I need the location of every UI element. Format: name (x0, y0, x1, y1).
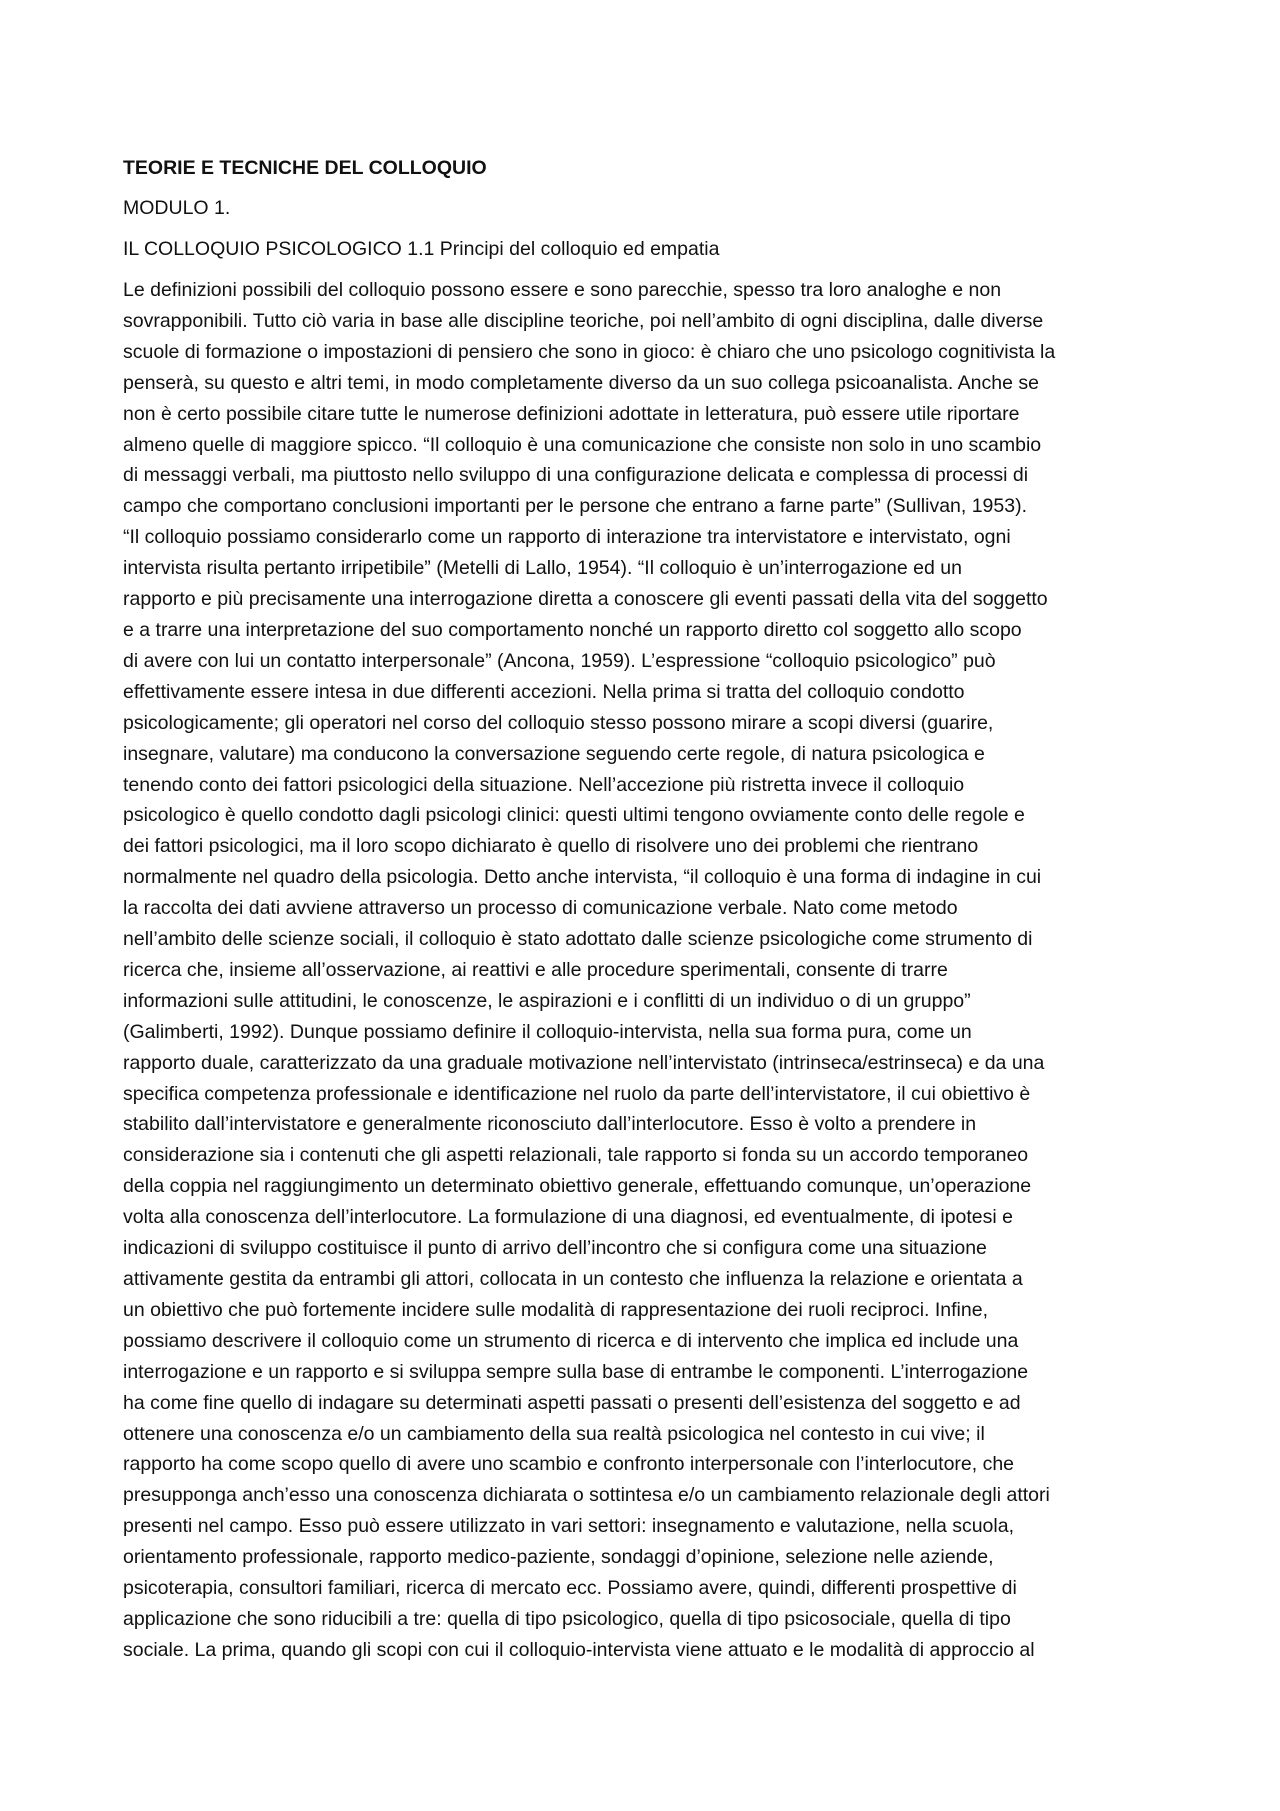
paragraph-line: penserà, su questo e altri temi, in modo completamente diverso da un suo collega psicoanalista. Anche se (123, 371, 1039, 394)
paragraph-line: psicologico è quello condotto dagli psicologi clinici: questi ultimi tengono ovviamente conto delle regole e (123, 804, 1025, 827)
paragraph-line: un obiettivo che può fortemente incidere sulle modalità di rappresentazione dei ruoli reciproci. Infine, (123, 1298, 988, 1321)
paragraph-line: psicologicamente; gli operatori nel corso del colloquio stesso possono mirare a scopi diversi (guarire, (123, 711, 994, 734)
paragraph-line: (Galimberti, 1992). Dunque possiamo definire il colloquio-intervista, nella sua forma pura, come un (123, 1020, 972, 1043)
paragraph-line: informazioni sulle attitudini, le conoscenze, le aspirazioni e i conflitti di un individuo o di un gruppo” (123, 989, 971, 1012)
paragraph-line: ricerca che, insieme all’osservazione, ai reattivi e alle procedure sperimentali, consente di trarre (123, 958, 948, 981)
document-content (123, 153, 1163, 1666)
paragraph-line: ottenere una conoscenza e/o un cambiamento della sua realtà psicologica nel contesto in cui vive; il (123, 1422, 985, 1445)
paragraph-line: e a trarre una interpretazione del suo comportamento nonché un rapporto diretto col soggetto allo scopo (123, 618, 1022, 641)
paragraph-line: presupponga anch’esso una conoscenza dichiarata o sottintesa e/o un cambiamento relazionale degli attori (123, 1484, 1050, 1507)
paragraph-line: considerazione sia i contenuti che gli aspetti relazionali, tale rapporto si fonda su un accordo temporaneo (123, 1144, 1029, 1167)
paragraph-line: di avere con lui un contatto interpersonale” (Ancona, 1959). L’espressione “colloquio psicologico” può (123, 649, 996, 672)
paragraph-line: nell’ambito delle scienze sociali, il colloquio è stato adottato dalle scienze psicologiche come strumento di (123, 928, 1033, 951)
paragraph-line: psicoterapia, consultori familiari, ricerca di mercato ecc. Possiamo avere, quindi, differenti prospettive di (123, 1577, 1017, 1600)
paragraph-line: della coppia nel raggiungimento un determinato obiettivo generale, effettuando comunque, un’operazione (123, 1175, 1032, 1198)
paragraph-line: non è certo possibile citare tutte le numerose definizioni adottate in letteratura, può essere utile riportare (123, 402, 1020, 425)
paragraph-line: rapporto ha come scopo quello di avere uno scambio e confronto interpersonale con l’interlocutore, che (123, 1453, 1015, 1476)
paragraph-line: possiamo descrivere il colloquio come un strumento di ricerca e di intervento che implica ed include una (123, 1329, 1019, 1352)
paragraph-line: “Il colloquio possiamo considerarlo come un rapporto di interazione tra intervistatore e intervistato, ogni (123, 526, 1011, 549)
paragraph-line: presenti nel campo. Esso può essere utilizzato in vari settori: insegnamento e valutazione, nella scuola, (123, 1515, 1014, 1538)
paragraph-line: intervista risulta pertanto irripetibile” (Metelli di Lallo, 1954). “Il colloquio è un’interrogazione ed un (123, 557, 962, 580)
paragraph-line: sovrapponibili. Tutto ciò varia in base alle discipline teoriche, poi nell’ambito di ogni disciplina, dalle diverse (123, 309, 1044, 332)
module-heading: MODULO 1. (123, 197, 231, 219)
document-title: TEORIE E TECNICHE DEL COLLOQUIO (123, 157, 487, 179)
paragraph-line: applicazione che sono riducibili a tre: quella di tipo psicologico, quella di tipo psicosociale, quella di tipo (123, 1607, 1011, 1630)
paragraph-line: volta alla conoscenza dell’interlocutore. La formulazione di una diagnosi, ed eventualmente, di ipotesi e (123, 1206, 1013, 1229)
paragraph-line: normalmente nel quadro della psicologia. Detto anche intervista, “il colloquio è una forma di indagine in cui (123, 866, 1042, 889)
paragraph-line: ha come fine quello di indagare su determinati aspetti passati o presenti dell’esistenza del soggetto e ad (123, 1391, 1021, 1414)
paragraph-line: sociale. La prima, quando gli scopi con cui il colloquio-intervista viene attuato e le modalità di approccio al (123, 1638, 1035, 1661)
paragraph-line: scuole di formazione o impostazioni di pensiero che sono in gioco: è chiaro che uno psicologo cognitivista la (123, 340, 1056, 363)
paragraph-line: tenendo conto dei fattori psicologici della situazione. Nell’accezione più ristretta invece il colloquio (123, 773, 965, 796)
paragraph-line: almeno quelle di maggiore spicco. “Il colloquio è una comunicazione che consiste non solo in uno scambio (123, 433, 1042, 456)
paragraph-line: indicazioni di sviluppo costituisce il punto di arrivo dell’incontro che si configura come una situazione (123, 1237, 987, 1260)
paragraph-line: stabilito dall’intervistatore e generalmente riconosciuto dall’interlocutore. Esso è volto a prendere in (123, 1113, 977, 1136)
paragraph-line: dei fattori psicologici, ma il loro scopo dichiarato è quello di risolvere uno dei problemi che rientrano (123, 835, 979, 858)
paragraph-line: la raccolta dei dati avviene attraverso un processo di comunicazione verbale. Nato come metodo (123, 897, 958, 920)
paragraph-line: attivamente gestita da entrambi gli attori, collocata in un contesto che influenza la relazione e orientata a (123, 1268, 1023, 1290)
paragraph-line: insegnare, valutare) ma conducono la conversazione seguendo certe regole, di natura psicologica e (123, 742, 985, 765)
paragraph-line: interrogazione e un rapporto e si sviluppa sempre sulla base di entrambe le componenti. L’interrogazione (123, 1360, 1029, 1383)
paragraph-line: di messaggi verbali, ma piuttosto nello sviluppo di una configurazione delicata e complessa di processi di (123, 464, 1029, 487)
paragraph-line: Le definizioni possibili del colloquio possono essere e sono parecchie, spesso tra loro analoghe e non (123, 279, 1002, 301)
paragraph-line: campo che comportano conclusioni importanti per le persone che entrano a farne parte” (Sullivan, 1953). (123, 495, 1028, 518)
body-paragraph (123, 275, 1163, 1666)
paragraph-line: specifica competenza professionale e identificazione nel ruolo da parte dell’intervistatore, il cui obiettivo è (123, 1082, 1031, 1105)
section-heading: IL COLLOQUIO PSICOLOGICO 1.1 Principi del colloquio ed empatia (123, 238, 720, 260)
paragraph-line: orientamento professionale, rapporto medico-paziente, sondaggi d’opinione, selezione nelle aziende, (123, 1546, 994, 1569)
paragraph-line: rapporto duale, caratterizzato da una graduale motivazione nell’intervistato (intrinseca/estrinseca) e da una (123, 1051, 1045, 1074)
paragraph-line: rapporto e più precisamente una interrogazione diretta a conoscere gli eventi passati della vita del soggetto (123, 588, 1048, 611)
paragraph-line: effettivamente essere intesa in due differenti accezioni. Nella prima si tratta del colloquio condotto (123, 680, 965, 703)
